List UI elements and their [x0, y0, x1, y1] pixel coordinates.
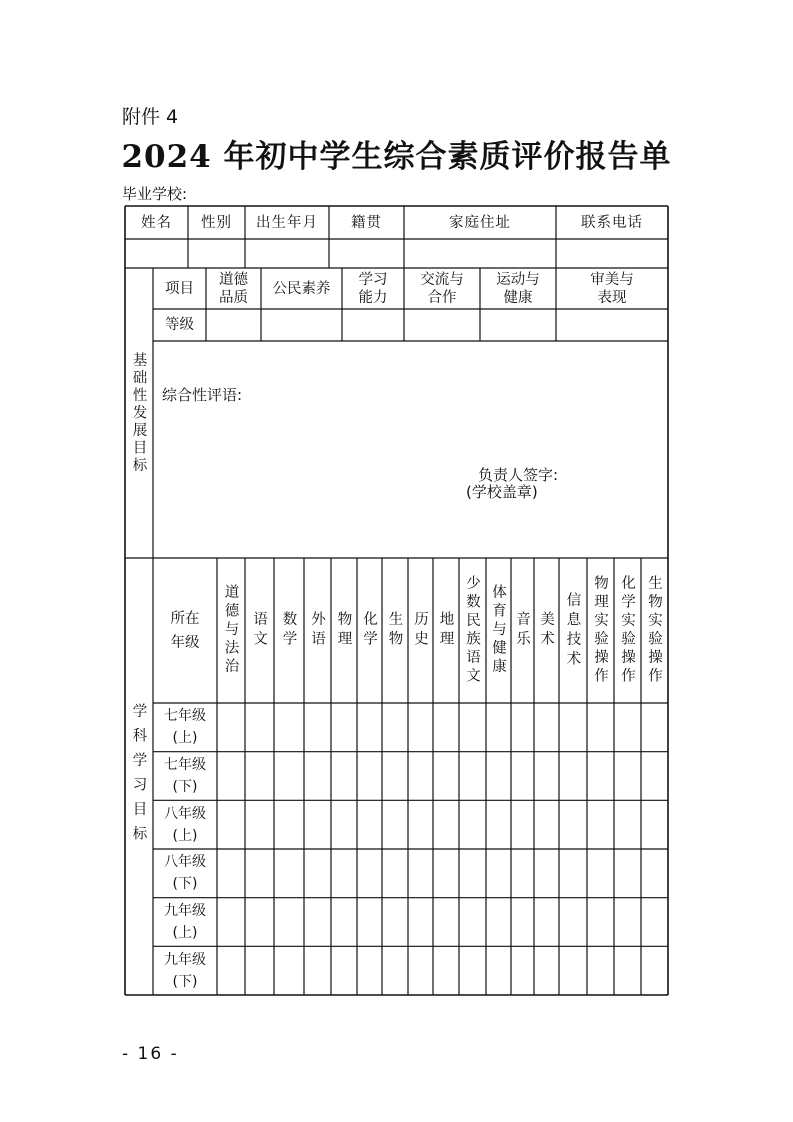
info-value-cell [245, 239, 329, 268]
item-name-line2: 能力 [358, 289, 388, 306]
item-label-cell [153, 268, 206, 309]
subject-header-cell [641, 558, 668, 703]
subject-name: 物理 [335, 611, 352, 650]
item-name-line2: 品质 [219, 289, 248, 306]
subject-name: 少数民族语文 [464, 575, 480, 686]
info-header-cell [404, 206, 556, 239]
item-header-cell [261, 268, 342, 309]
subject-header-cell [459, 558, 486, 703]
subject-header-cell [433, 558, 459, 703]
info-header-cell [329, 206, 404, 239]
item-name-line2: 表现 [597, 289, 627, 306]
subject-name: 历史 [412, 611, 428, 650]
info-header-label: 联系电话 [581, 214, 643, 231]
item-name-line1: 运动与 [496, 271, 540, 288]
info-header-cell [188, 206, 245, 239]
subject-header-cell [357, 558, 382, 703]
item-header-cell [206, 268, 261, 309]
grade-row-line2: (下) [172, 778, 198, 795]
info-header-cell [245, 206, 329, 239]
grade-row-label [153, 752, 217, 801]
subject-name: 生物 [386, 611, 403, 650]
grade-row-line2: (上) [172, 730, 198, 747]
grade-value-cell [342, 309, 404, 341]
grade-header-line1: 所在 [170, 610, 200, 627]
subject-header-cell [614, 558, 641, 703]
section-label: 学科学习目标 [130, 703, 147, 850]
comment-label: 综合性评语: [162, 386, 243, 404]
grade-label: 等级 [165, 317, 194, 333]
subject-name: 道德与法治 [222, 584, 239, 677]
info-header-label: 出生年月 [256, 214, 318, 231]
item-name-line1: 交流与 [420, 271, 464, 288]
grade-row-line1: 九年级 [164, 951, 206, 968]
subject-header-cell [274, 558, 304, 703]
grade-row-label [153, 946, 217, 995]
grade-row-line2: (下) [172, 876, 198, 893]
subject-header-cell [245, 558, 274, 703]
info-header-label: 性别 [201, 214, 232, 231]
grade-row-label [153, 898, 217, 947]
subject-name: 生物实验操作 [646, 575, 662, 686]
info-header-cell [556, 206, 668, 239]
subject-name: 美术 [538, 611, 554, 650]
info-value-cell [556, 239, 668, 268]
page-title: 2024 年初中学生综合素质评价报告单 [121, 139, 672, 175]
item-name-line1: 审美与 [590, 271, 634, 288]
grade-value-cell [480, 309, 556, 341]
grade-row-line1: 九年级 [164, 902, 206, 919]
grade-row-line1: 七年级 [164, 708, 206, 725]
grade-row-line2: (上) [172, 924, 198, 941]
info-header-label: 姓名 [141, 214, 172, 231]
subject-header-cell [382, 558, 408, 703]
subject-name: 数学 [280, 611, 297, 650]
item-name-line1: 学习 [358, 271, 388, 288]
subject-header-cell [511, 558, 534, 703]
subject-header-cell [534, 558, 559, 703]
grade-value-cell [556, 309, 668, 341]
item-header-cell [404, 268, 480, 309]
info-header-label: 籍贯 [351, 214, 382, 231]
subject-header-cell [331, 558, 357, 703]
attachment-label: 附件 4 [122, 106, 179, 128]
subject-name: 化学 [361, 611, 377, 650]
item-name-line2: 健康 [503, 289, 533, 306]
section-label: 基础性发展目标 [130, 351, 147, 475]
info-header-cell [125, 206, 188, 239]
subject-name: 化学实验操作 [619, 575, 635, 686]
signature-label: 负责人签字: [478, 466, 559, 484]
subject-name: 信息技术 [564, 591, 581, 670]
grade-row-line1: 七年级 [164, 756, 206, 773]
grade-value-cell [261, 309, 342, 341]
item-header-cell [556, 268, 668, 309]
seal-label: (学校盖章) [466, 483, 538, 501]
grade-row-line2: (下) [172, 973, 198, 990]
info-value-cell [404, 239, 556, 268]
subject-header-cell [559, 558, 587, 703]
subject-name: 语文 [251, 611, 267, 650]
grade-value-cell [206, 309, 261, 341]
item-label: 项目 [165, 280, 194, 297]
grade-header-line2: 年级 [170, 634, 200, 651]
item-name-line1: 道德 [219, 271, 248, 288]
subject-name: 体育与健康 [490, 584, 506, 677]
subject-header-cell [408, 558, 433, 703]
grade-row-line1: 八年级 [164, 805, 206, 822]
subject-name: 地理 [437, 611, 454, 650]
subject-header-cell [587, 558, 614, 703]
section-basic-goals [125, 268, 153, 558]
grade-header-cell [153, 558, 217, 703]
info-value-cell [329, 239, 404, 268]
item-header-cell [342, 268, 404, 309]
page-number: - 16 - [122, 1044, 179, 1064]
subject-header-cell [217, 558, 245, 703]
grade-row-label [153, 849, 217, 898]
grade-row-label [153, 703, 217, 752]
grade-row-line2: (上) [172, 827, 198, 844]
subject-name: 音乐 [514, 611, 530, 650]
info-header-label: 家庭住址 [449, 214, 511, 231]
section-subject-goals [125, 558, 153, 995]
subject-name: 外语 [309, 611, 325, 650]
grade-row-line1: 八年级 [164, 854, 206, 871]
subject-header-cell [304, 558, 331, 703]
info-value-cell [125, 239, 188, 268]
grade-label-cell [153, 309, 206, 341]
item-header-cell [480, 268, 556, 309]
item-name-line1: 公民素养 [272, 280, 331, 297]
school-label: 毕业学校: [122, 185, 188, 203]
grade-value-cell [404, 309, 480, 341]
info-value-cell [188, 239, 245, 268]
subject-header-cell [486, 558, 511, 703]
item-name-line2: 合作 [427, 289, 457, 306]
subject-name: 物理实验操作 [592, 575, 608, 686]
grade-row-label [153, 800, 217, 849]
